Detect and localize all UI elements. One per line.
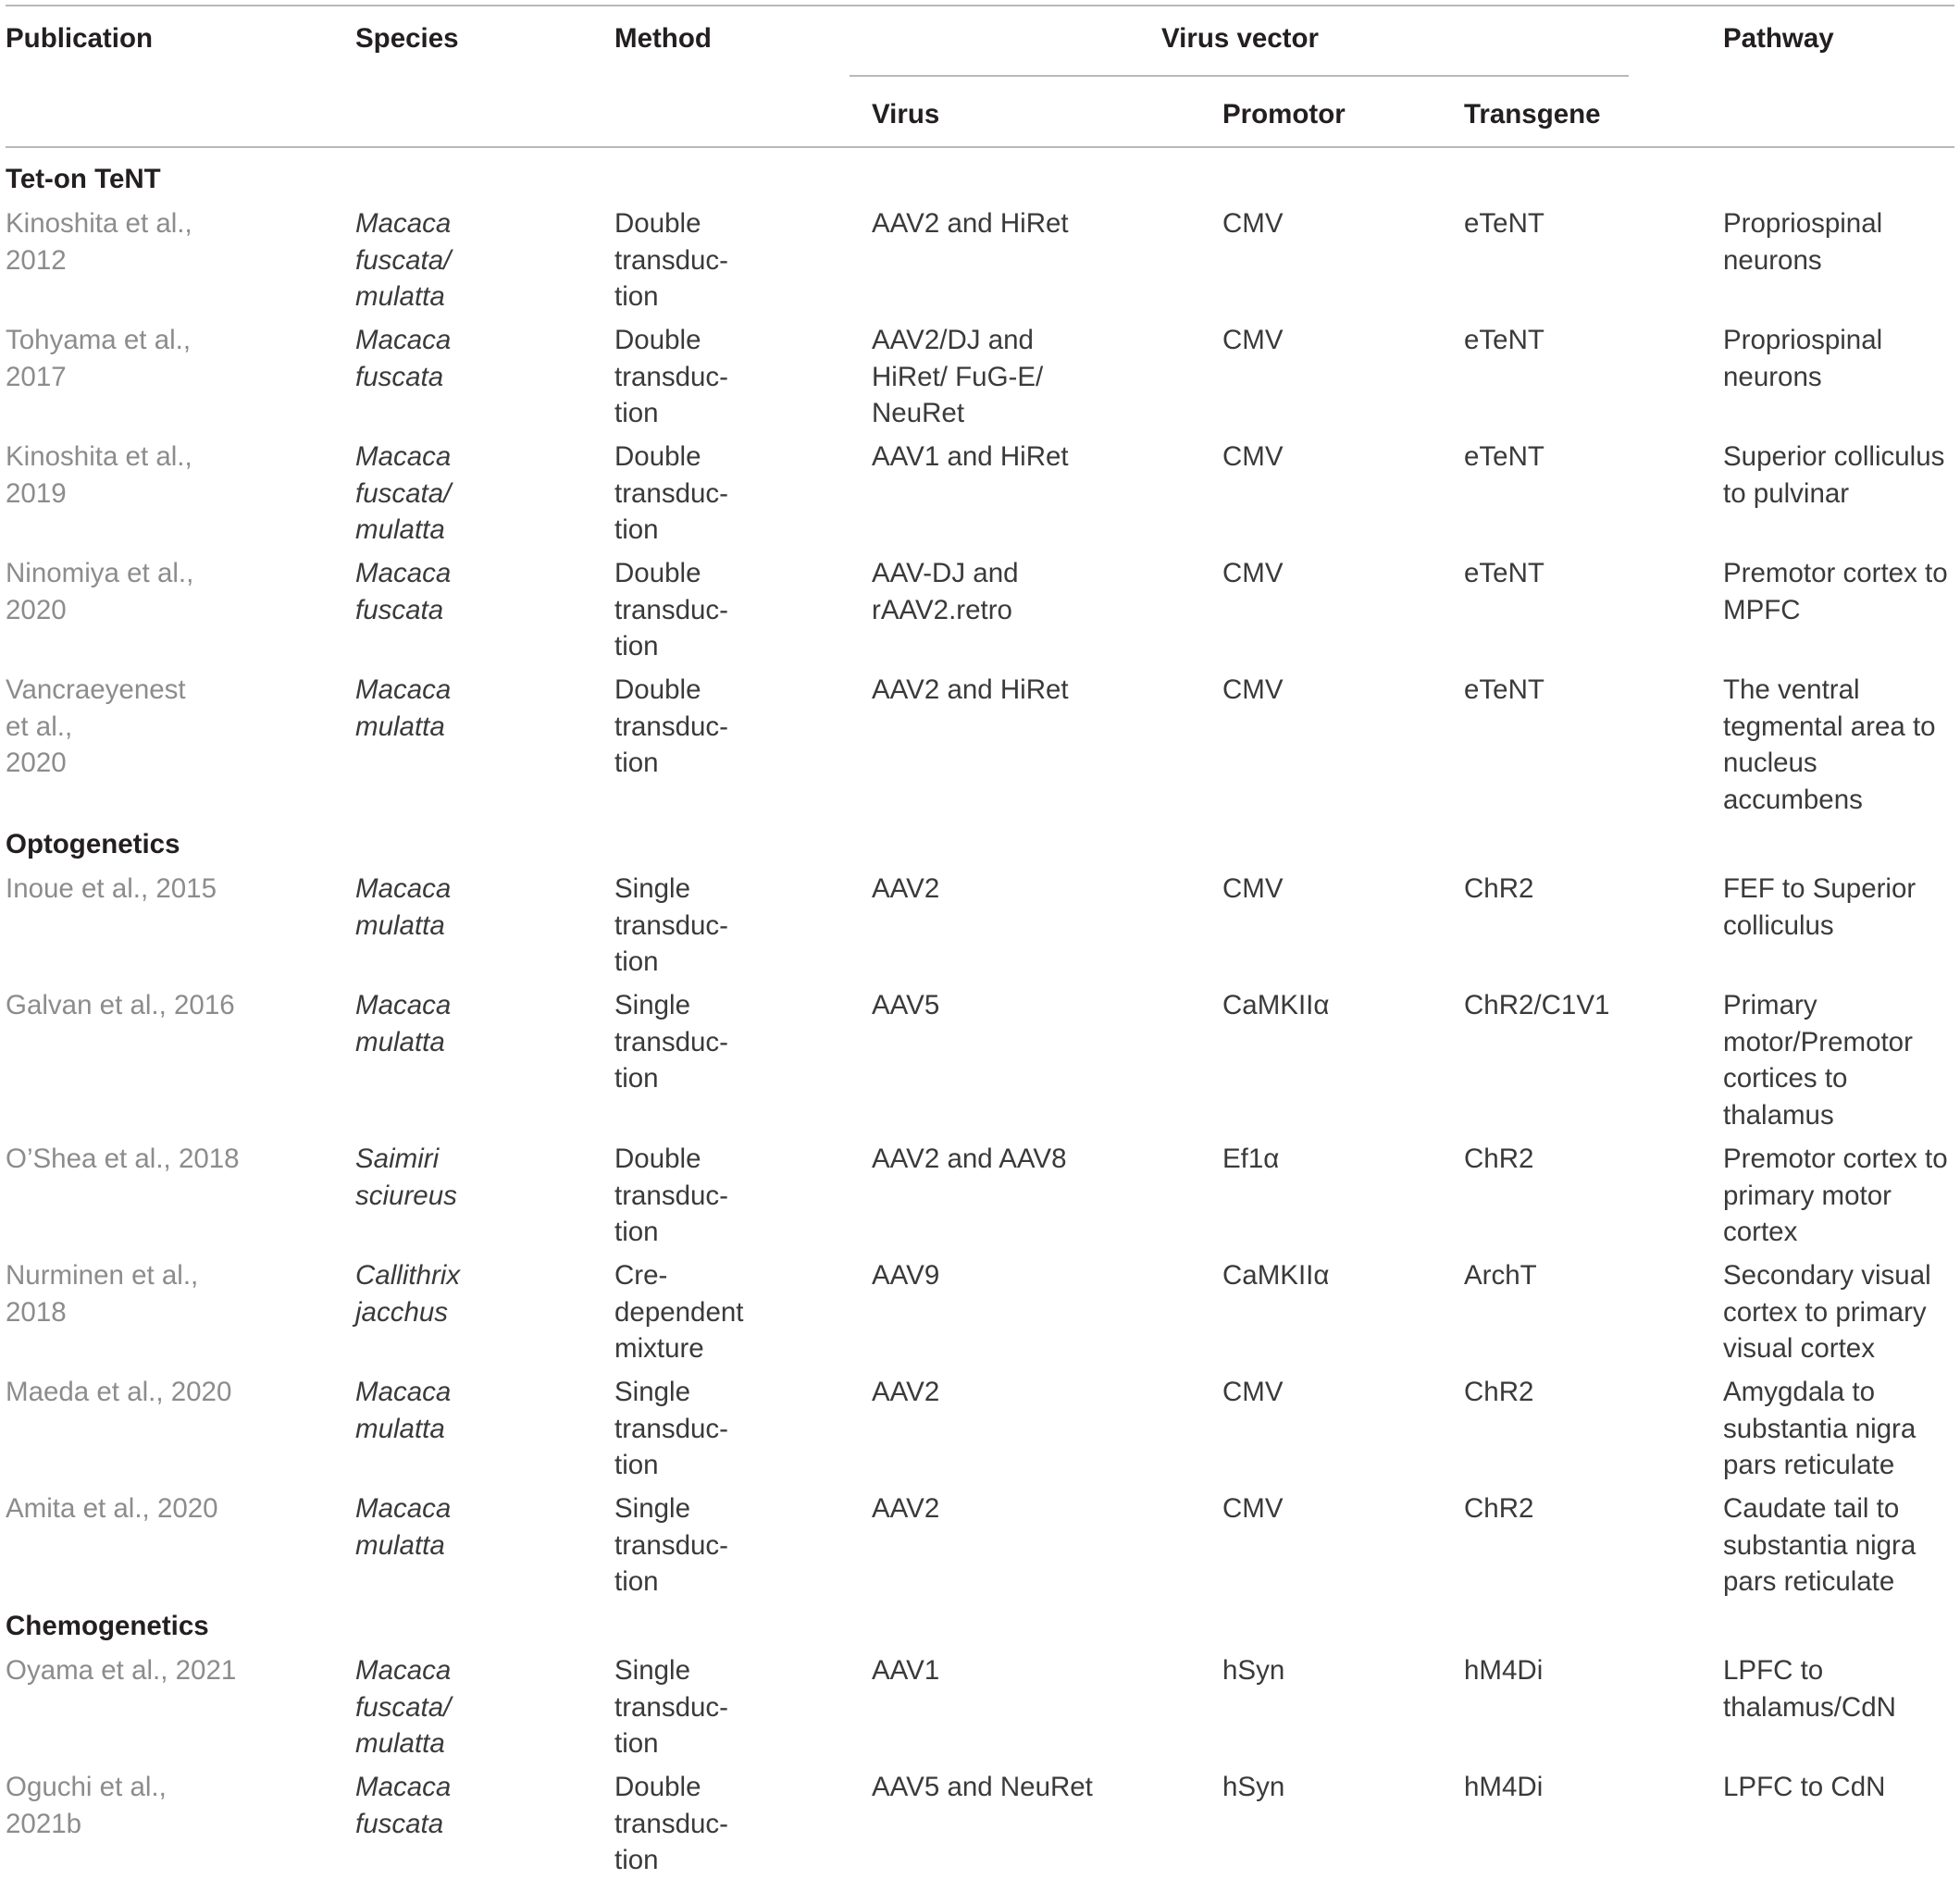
transgene-cell: ChR2/C1V1 [1464,990,1610,1020]
method-cell-line: tion [614,514,659,545]
virus-cell-line: AAV2 [872,873,940,904]
virus-cell [872,871,939,908]
publication-cell-line: 2020 [6,594,67,625]
pathway-cell-line: substantia nigra [1723,1413,1917,1444]
pathway-cell-line: Propriospinal [1723,208,1883,239]
virus-cell-line: AAV2 and HiRet [872,674,1069,705]
species-cell-line: Macaca [355,990,452,1020]
promotor-cell: hSyn [1222,1772,1285,1802]
publication-cell [6,1257,198,1330]
pathway-cell-line: pars reticulate [1723,1566,1895,1597]
publication-cell [6,1652,236,1689]
publication-cell [6,871,217,908]
promotor-cell: CaMKIIα [1222,1260,1330,1291]
method-cell-line: transduc- [614,1808,728,1839]
virus-cell-line: AAV5 [872,990,940,1020]
species-cell-line: fuscata [355,1808,444,1839]
species-cell [355,1374,451,1447]
pathway-cell-line: substantia nigra [1723,1529,1917,1561]
pathway-cell-line: Secondary visual [1723,1260,1931,1291]
pathway-cell-line: pars reticulate [1723,1450,1895,1480]
method-cell-line: tion [614,748,659,778]
species-cell [355,871,451,944]
species-cell [355,1257,460,1330]
pathway-cell [1723,987,1913,1133]
publication-cell-line: 2019 [6,477,67,509]
method-cell-line: transduc- [614,244,728,276]
transgene-cell: ChR2 [1464,1143,1534,1174]
species-cell-line: mulatta [355,909,445,941]
pathway-cell-line: colliculus [1723,909,1834,941]
transgene-cell: ArchT [1464,1260,1537,1291]
species-cell-line: fuscata [355,594,444,625]
promotor-cell: CMV [1222,558,1284,588]
section-title: Chemogenetics [6,1611,209,1641]
method-cell-line: transduc- [614,711,728,742]
method-cell-line: tion [614,281,659,312]
publication-cell-line: 2017 [6,361,67,392]
virus-cell-line: AAV2 and HiRet [872,208,1069,239]
method-cell-line: Double [614,1772,701,1802]
method-cell-line: transduc- [614,477,728,509]
pathway-cell [1723,1652,1896,1725]
virus-cell [872,322,1043,432]
species-cell [355,672,451,745]
pathway-cell-line: neurons [1723,244,1822,276]
promotor-cell: CMV [1222,208,1284,239]
virus-cell [872,1490,939,1527]
pathway-cell [1723,672,1936,818]
pathway-cell-line: tegmental area to [1723,711,1936,742]
method-cell [614,1374,728,1484]
publication-cell [6,555,193,628]
pathway-cell-line: cortices to [1723,1063,1848,1094]
pathway-cell [1723,1257,1931,1367]
method-cell-line: transduc- [614,1026,728,1057]
method-cell-line: tion [614,946,659,977]
pathway-cell-line: FEF to Superior [1723,873,1917,904]
virus-cell-line: AAV2 [872,1377,940,1407]
publication-cell-line: 2020 [6,748,67,778]
transgene-cell: eTeNT [1464,558,1544,588]
species-cell-line: fuscata/ [355,477,452,509]
publication-cell-line: Galvan et al., 2016 [6,990,235,1020]
method-cell-line: transduc- [614,909,728,941]
pathway-cell-line: Superior colliculus [1723,441,1945,472]
species-cell-line: mulatta [355,1026,445,1057]
method-cell-line: Double [614,325,701,355]
transgene-cell: ChR2 [1464,1377,1534,1407]
method-cell-line: transduc- [614,361,728,392]
method-cell-line: transduc- [614,1529,728,1561]
method-cell-line: tion [614,398,659,428]
publication-cell-line: Ninomiya et al., [6,558,194,588]
method-cell-line: tion [614,1450,659,1480]
transgene-cell: eTeNT [1464,208,1544,239]
virus-cell-line: AAV1 and HiRet [872,441,1069,472]
top-rule [6,5,1954,6]
promotor-cell: Ef1α [1222,1143,1280,1174]
publication-cell-line: et al., [6,711,73,742]
promotor-cell: CMV [1222,325,1284,355]
virus-cell-line: NeuRet [872,398,965,428]
header-method: Method [614,23,712,54]
method-cell-line: Double [614,1143,701,1174]
virus-cell [872,1141,1066,1178]
publication-cell-line: Amita et al., 2020 [6,1493,218,1524]
promotor-cell: CMV [1222,1493,1284,1524]
species-cell-line: Macaca [355,1772,452,1802]
pathway-cell-line: The ventral [1723,674,1860,705]
publication-cell-line: Oyama et al., 2021 [6,1655,237,1686]
method-cell-line: Single [614,1655,691,1686]
pathway-cell-line: accumbens [1723,784,1863,815]
transgene-cell: ChR2 [1464,873,1534,904]
virus-cell [872,672,1069,709]
publication-cell [6,322,191,395]
method-cell-line: transduc- [614,594,728,625]
species-cell-line: Macaca [355,1493,452,1524]
publication-cell-line: Inoue et al., 2015 [6,873,217,904]
virus-cell [872,1652,939,1689]
publication-cell-line: 2012 [6,244,67,276]
pathway-cell-line: MPFC [1723,594,1801,625]
method-cell [614,205,728,315]
species-cell-line: Macaca [355,1377,452,1407]
method-cell-line: dependent [614,1296,744,1328]
virus-cell-line: AAV2/DJ and [872,325,1034,355]
species-cell [355,439,451,549]
header-publication: Publication [6,23,153,54]
species-cell-line: Macaca [355,873,452,904]
publication-cell-line: Tohyama et al., [6,325,192,355]
method-cell-line: mixture [614,1333,704,1364]
transgene-cell: eTeNT [1464,325,1544,355]
pathway-cell [1723,871,1916,944]
method-cell-line: transduc- [614,1691,728,1723]
section-title: Tet-on TeNT [6,164,161,194]
method-cell-line: tion [614,1845,659,1875]
species-cell-line: Macaca [355,441,452,472]
species-cell-line: mulatta [355,1728,445,1759]
method-cell-line: tion [614,631,659,661]
publication-cell-line: 2018 [6,1296,67,1328]
promotor-cell: CMV [1222,1377,1284,1407]
method-cell [614,439,728,549]
virus-cell [872,205,1069,242]
publication-cell-line: Oguchi et al., [6,1772,167,1802]
pathway-cell [1723,1141,1948,1251]
method-cell-line: Single [614,1493,691,1524]
method-cell-line: Double [614,441,701,472]
pathway-cell [1723,1374,1916,1484]
method-cell-line: tion [614,1063,659,1094]
pathway-cell-line: Propriospinal [1723,325,1883,355]
publication-cell-line: Nurminen et al., [6,1260,199,1291]
promotor-cell: CMV [1222,441,1284,472]
species-cell-line: Callithrix [355,1260,461,1291]
pathway-cell-line: cortex [1723,1217,1798,1247]
virus-cell [872,1374,939,1411]
method-cell-line: tion [614,1728,659,1759]
promotor-cell: hSyn [1222,1655,1285,1686]
header-bottom-rule [6,146,1954,148]
species-cell [355,1652,451,1762]
transgene-cell: ChR2 [1464,1493,1534,1524]
species-cell-line: mulatta [355,711,445,742]
species-cell [355,205,451,315]
species-cell-line: mulatta [355,1529,445,1561]
publication-cell [6,1141,240,1178]
pathway-cell-line: nucleus [1723,748,1817,778]
pathway-cell [1723,1490,1916,1601]
species-cell-line: mulatta [355,514,445,545]
publication-cell [6,205,192,278]
method-cell-line: tion [614,1217,659,1247]
method-cell [614,987,728,1097]
species-cell [355,1490,451,1564]
promotor-cell: CMV [1222,674,1284,705]
publication-cell-line: Vancraeyenest [6,674,186,705]
header-transgene: Transgene [1464,99,1601,130]
method-cell-line: Double [614,208,701,239]
species-cell-line: mulatta [355,1413,445,1444]
pathway-cell-line: thalamus [1723,1099,1834,1131]
pathway-cell [1723,555,1948,628]
virus-cell [872,555,1019,628]
publication-cell [6,1490,218,1527]
pathway-cell-line: LPFC to CdN [1723,1772,1886,1802]
pathway-cell-line: Caudate tail to [1723,1493,1900,1524]
method-cell-line: Single [614,990,691,1020]
publication-cell [6,1374,231,1411]
promotor-cell: CaMKIIα [1222,990,1330,1020]
header-pathway: Pathway [1723,23,1834,54]
species-cell-line: Saimiri [355,1143,440,1174]
method-cell-line: Single [614,873,691,904]
transgene-cell: hM4Di [1464,1772,1544,1802]
promotor-cell: CMV [1222,873,1284,904]
method-cell [614,1490,728,1601]
species-cell-line: Macaca [355,325,452,355]
pathway-cell [1723,439,1944,512]
virus-cell-line: AAV2 and AAV8 [872,1143,1067,1174]
method-cell-line: transduc- [614,1180,728,1211]
method-cell-line: Double [614,558,701,588]
species-cell-line: Macaca [355,674,452,705]
header-virus: Virus [872,99,940,130]
pathway-cell-line: neurons [1723,361,1822,392]
virus-cell-line: AAV9 [872,1260,940,1291]
publication-cell [6,439,192,512]
pathway-cell-line: thalamus/CdN [1723,1691,1896,1723]
publication-cell-line: Kinoshita et al., [6,208,192,239]
pathway-cell-line: cortex to primary [1723,1296,1927,1328]
virus-cell [872,439,1069,476]
species-cell [355,987,451,1060]
transgene-cell: hM4Di [1464,1655,1544,1686]
pathway-cell-line: Premotor cortex to [1723,1143,1948,1174]
header-promotor: Promotor [1222,99,1346,130]
publication-cell-line: Maeda et al., 2020 [6,1377,232,1407]
publication-cell-line: O’Shea et al., 2018 [6,1143,240,1174]
pathway-cell-line: primary motor [1723,1180,1892,1211]
section-title: Optogenetics [6,829,180,859]
species-cell [355,555,451,628]
method-cell [614,1257,743,1367]
method-cell [614,1652,728,1762]
method-cell-line: Cre- [614,1260,668,1291]
pathway-cell-line: motor/Premotor [1723,1026,1913,1057]
virus-cell-line: AAV5 and NeuRet [872,1772,1093,1802]
method-cell-line: Double [614,674,701,705]
pathway-cell [1723,1769,1885,1806]
virus-cell-line: AAV2 [872,1493,940,1524]
publication-cell [6,672,186,782]
method-cell-line: Single [614,1377,691,1407]
pathway-cell-line: visual cortex [1723,1333,1875,1364]
species-cell-line: Macaca [355,1655,452,1686]
species-cell-line: fuscata [355,361,444,392]
publication-cell-line: 2021b [6,1808,82,1839]
virus-cell-line: AAV-DJ and [872,558,1019,588]
virus-cell [872,987,939,1024]
method-cell-line: tion [614,1566,659,1597]
pathway-cell-line: Premotor cortex to [1723,558,1948,588]
species-cell-line: Macaca [355,208,452,239]
pathway-cell-line: Amygdala to [1723,1377,1875,1407]
species-cell-line: Macaca [355,558,452,588]
virus-cell [872,1769,1093,1806]
header-virus-vector: Virus vector [1161,23,1319,54]
species-cell [355,1141,457,1214]
pathway-cell-line: to pulvinar [1723,477,1850,509]
virus-cell-line: rAAV2.retro [872,594,1012,625]
pathway-cell [1723,322,1882,395]
species-cell-line: fuscata/ [355,1691,452,1723]
method-cell [614,555,728,665]
header-species: Species [355,23,459,54]
method-cell [614,1141,728,1251]
method-cell [614,871,728,981]
virus-vector-rule [850,75,1629,77]
transgene-cell: eTeNT [1464,441,1544,472]
species-cell-line: jacchus [355,1296,449,1328]
method-cell [614,1769,728,1879]
species-cell [355,322,451,395]
method-cell [614,322,728,432]
publication-cell [6,1769,167,1842]
virus-cell-line: AAV1 [872,1655,940,1686]
method-cell [614,672,728,782]
method-cell-line: transduc- [614,1413,728,1444]
publication-cell-line: Kinoshita et al., [6,441,192,472]
species-cell [355,1769,451,1842]
virus-cell-line: HiRet/ FuG-E/ [872,361,1044,392]
pathway-cell-line: Primary [1723,990,1817,1020]
publication-cell [6,987,235,1024]
virus-cell [872,1257,939,1294]
pathway-cell [1723,205,1882,278]
pathway-cell-line: LPFC to [1723,1655,1824,1686]
species-cell-line: mulatta [355,281,445,312]
transgene-cell: eTeNT [1464,674,1544,705]
species-cell-line: fuscata/ [355,244,452,276]
species-cell-line: sciureus [355,1180,457,1211]
